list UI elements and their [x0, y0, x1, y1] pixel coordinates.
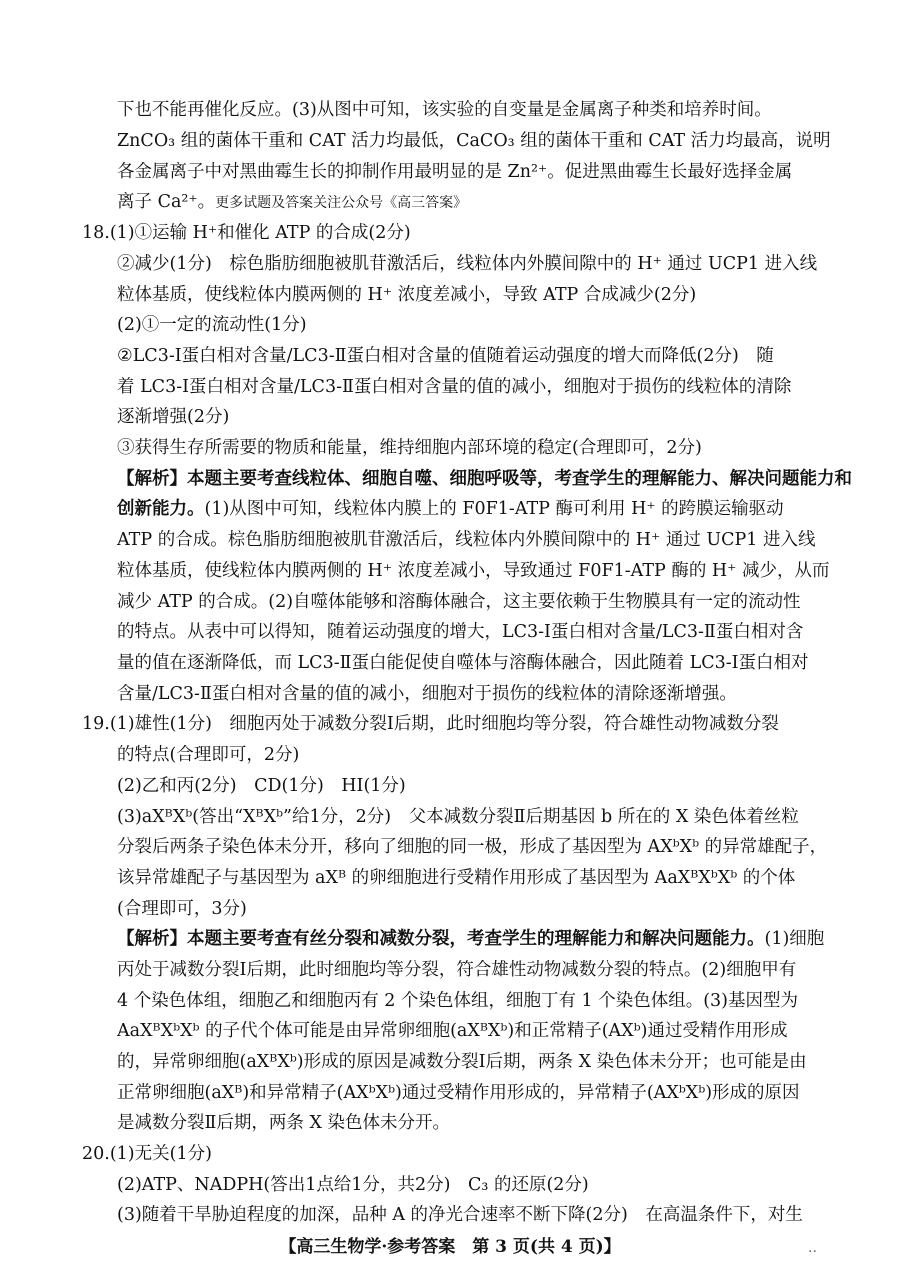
text-line	[117, 924, 825, 955]
text-line: 的，异常卵细胞(aXᴮXᵇ)形成的原因是减数分裂Ⅰ后期，两条 X 染色体未分开；也可能是由	[117, 1052, 807, 1072]
text-segment: (1)从图中可知，线粒体内膜上的 F0F1-ATP 酶可利用 H⁺ 的跨膜运输驱动	[204, 499, 784, 519]
text-line: 4 个染色体组，细胞乙和细胞丙有 2 个染色体组，细胞丁有 1 个染色体组。(3)基因型为	[117, 991, 799, 1011]
text-line: 正常卵细胞(aXᴮ)和异常精子(AXᵇXᵇ)通过受精作用形成的，异常精子(AXᵇXᵇ)形成的原因	[117, 1083, 800, 1103]
text-line: 是减数分裂Ⅱ后期，两条 X 染色体未分开。	[117, 1113, 450, 1133]
text-line: 含量/LC3-Ⅱ蛋白相对含量的值的减小，细胞对于损伤的线粒体的清除逐渐增强。	[117, 684, 737, 704]
text-line: 减少 ATP 的合成。(2)自噬体能够和溶酶体融合，这主要依赖于生物膜具有一定的流动性	[117, 592, 801, 612]
text-line: ③获得生存所需要的物质和能量，维持细胞内部环境的稳定(合理即可，2分)	[117, 438, 702, 458]
text-line: 的特点。从表中可以得知，随着运动强度的增大，LC3-Ⅰ蛋白相对含量/LC3-Ⅱ蛋白相对含	[117, 622, 804, 642]
text-line: ②减少(1分) 棕色脂肪细胞被肌苷激活后，线粒体内外膜间隙中的 H⁺ 通过 UCP1 进入线	[117, 254, 818, 274]
text-line: (3)aXᴮXᵇ(答出“XᴮXᵇ”给1分，2分) 父本减数分裂Ⅱ后期基因 b 所在的 X 染色体着丝粒	[117, 807, 799, 827]
text-segment: 创新能力。	[117, 499, 205, 519]
text-line	[117, 187, 817, 218]
text-line: 分裂后两条子染色体未分开，移向了细胞的同一极，形成了基因型为 AXᵇXᵇ 的异常雄配子，	[117, 837, 828, 857]
text-line: 量的值在逐渐降低，而 LC3-Ⅱ蛋白能促使自噬体与溶酶体融合，因此随着 LC3-Ⅰ蛋白相对	[117, 653, 809, 673]
text-line: (3)随着干旱胁迫程度的加深，品种 A 的净光合速率不断下降(2分) 在高温条件下，对生	[117, 1205, 803, 1225]
text-line: 逐渐增强(2分)	[117, 407, 230, 427]
footer-mark: ..	[808, 1240, 817, 1256]
text-line: 该异常雄配子与基因型为 aXᴮ 的卵细胞进行受精作用形成了基因型为 AaXᴮXᵇXᵇ 的个体	[117, 868, 796, 888]
text-line: (合理即可，3分)	[117, 899, 247, 919]
answer-20-heading: 20.(1)无关(1分)	[82, 1144, 212, 1164]
text-line: (2)乙和丙(2分) CD(1分) HI(1分)	[117, 776, 406, 796]
text-line: 粒体基质，使线粒体内膜两侧的 H⁺ 浓度差减小，导致通过 F0F1-ATP 酶的 H⁺ 减少，从而	[117, 561, 830, 581]
text-line: 各金属离子中对黑曲霉生长的抑制作用最明显的是 Zn²⁺。促进黑曲霉生长最好选择金属	[117, 162, 793, 182]
text-segment: 离子 Ca²⁺。	[117, 192, 216, 212]
text-line: ②LC3-Ⅰ蛋白相对含量/LC3-Ⅱ蛋白相对含量的值随着运动强度的增大而降低(2分) 随	[117, 346, 774, 366]
text-segment: (1)细胞	[764, 929, 825, 949]
answer-18-heading: 18.(1)①运输 H⁺和催化 ATP 的合成(2分)	[82, 223, 411, 243]
note-text: 更多试题及答案关注公众号《高三答案》	[215, 195, 468, 211]
text-line: 丙处于减数分裂Ⅰ后期，此时细胞均等分裂，符合雄性动物减数分裂的特点。(2)细胞甲有	[117, 960, 797, 980]
text-line: 下也不能再催化反应。(3)从图中可知，该实验的自变量是金属离子种类和培养时间。	[117, 100, 772, 120]
text-line: ATP 的合成。棕色脂肪细胞被肌苷激活后，线粒体内外膜间隙中的 H⁺ 通过 UCP1 进入线	[117, 530, 816, 550]
text-line: 的特点(合理即可，2分)	[117, 745, 300, 765]
text-line: AaXᴮXᵇXᵇ 的子代个体可能是由异常卵细胞(aXᴮXᵇ)和正常精子(AXᵇ)通过受精作用形成	[117, 1021, 788, 1041]
answer-19-heading: 19.(1)雄性(1分) 细胞丙处于减数分裂Ⅰ后期，此时细胞均等分裂，符合雄性动物减数分裂	[82, 714, 779, 734]
text-line: (2)ATP、NADPH(答出1点给1分，共2分) C₃ 的还原(2分)	[117, 1175, 589, 1195]
text-line: ZnCO₃ 组的菌体干重和 CAT 活力均最低，CaCO₃ 组的菌体干重和 CAT 活力均最高，说明	[117, 131, 831, 151]
analysis-heading: 【解析】本题主要考查有丝分裂和减数分裂，考查学生的理解能力和解决问题能力。	[117, 929, 765, 949]
page-footer: 【高三生物学·参考答案 第 3 页(共 4 页)】	[279, 1237, 621, 1257]
text-line: (2)①一定的流动性(1分)	[117, 315, 307, 335]
text-line: 着 LC3-Ⅰ蛋白相对含量/LC3-Ⅱ蛋白相对含量的值的减小，细胞对于损伤的线粒体的清除	[117, 377, 792, 397]
analysis-heading: 【解析】本题主要考查线粒体、细胞自噬、细胞呼吸等，考查学生的理解能力、解决问题能力和	[117, 469, 852, 489]
text-line	[117, 494, 817, 525]
text-line: 粒体基质，使线粒体内膜两侧的 H⁺ 浓度差减小，导致 ATP 合成减少(2分)	[117, 285, 697, 305]
